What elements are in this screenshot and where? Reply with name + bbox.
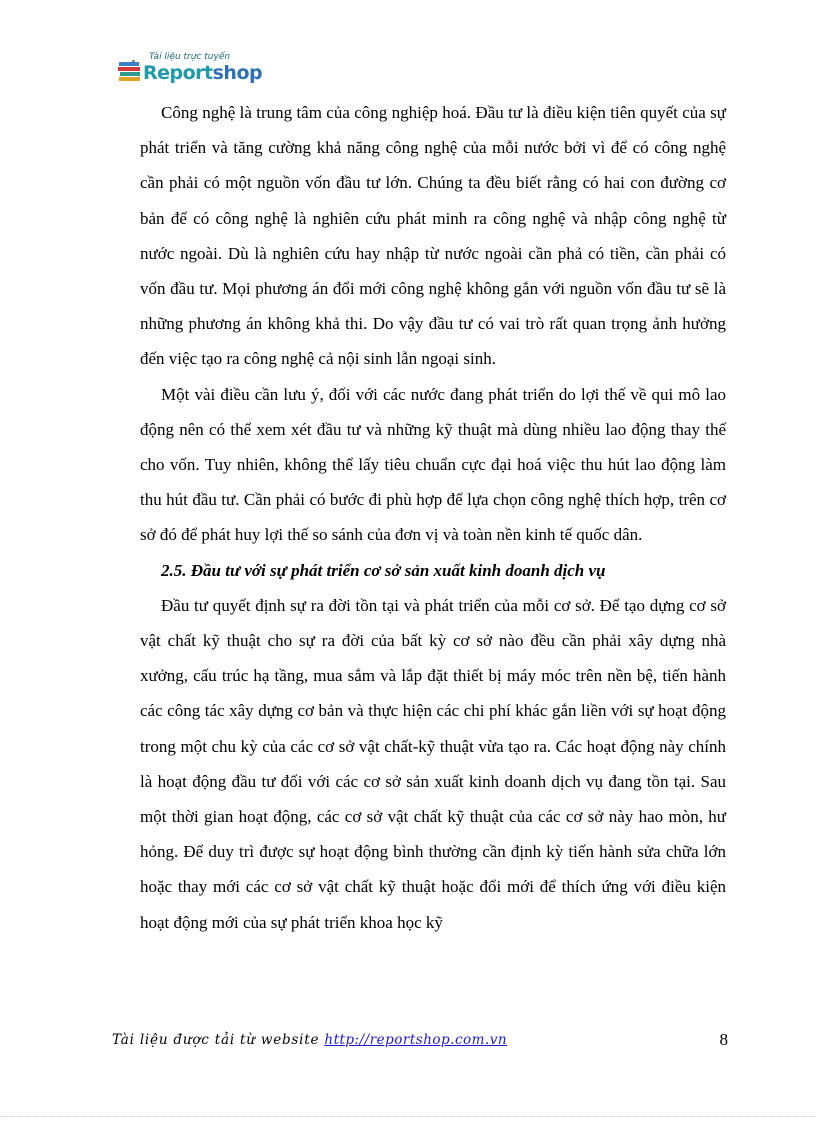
logo-brand-part2: shop bbox=[212, 62, 263, 84]
logo-brand-part1: Report bbox=[143, 62, 213, 84]
logo-brand bbox=[143, 62, 262, 84]
paragraph-labor: Một vài điều cần lưu ý, đối với các nước đang phát triển do lợi thế về qui mô lao động nên có thể xem xét đầu tư và những kỹ thuật mà dùng nhiều lao động thay thế cho vốn. Tuy nhiên, không thể lấy tiêu chuẩn cực đại hoá việc thu hút lao động làm thu hút đầu tư. Cần phải có bước đi phù hợp để lựa chọn công nghệ thích hợp, trên cơ sở đó để phát huy lợi thế so sánh của đơn vị và toàn nền kinh tế quốc dân. bbox=[140, 384, 726, 545]
paragraph-technology: Công nghệ là trung tâm của công nghiệp hoá. Đầu tư là điều kiện tiên quyết của sự phát triển và tăng cường khả năng công nghệ của mỗi nước bởi vì để có công nghệ cần phải có một nguồn vốn đầu tư lớn. Chúng ta đều biết rằng có hai con đường cơ bản để có công nghệ là nghiên cứu phát minh ra công nghệ và nhập công nghệ từ nước ngoài. Dù là nghiên cứu hay nhập từ nước ngoài cần phả có tiền, cần phải có vốn đầu tư. Mọi phương án đổi mới công nghệ không gắn với nguồn vốn đầu tư sẽ là những phương án không khả thi. Do vậy đầu tư có vai trò rất quan trọng ảnh hưởng đến việc tạo ra công nghệ cả nội sinh lẫn ngoại sinh. bbox=[140, 103, 726, 369]
logo-tagline: Tài liệu trực tuyến bbox=[149, 52, 231, 62]
footer-website-link[interactable]: http://reportshop.com.vn bbox=[324, 1032, 508, 1048]
page-number: 8 bbox=[719, 1030, 728, 1049]
paragraph-investment-facilities: Đầu tư quyết định sự ra đời tồn tại và phát triển của mỗi cơ sở. Để tạo dựng cơ sở vật chất kỹ thuật cho sự ra đời của bất kỳ cơ sở nào đều cần phải xây dựng nhà xưởng, cấu trúc hạ tầng, mua sắm và lắp đặt thiết bị máy móc trên nền bệ, tiến hành các công tác xây dựng cơ bản và thực hiện các chi phí khác gắn liền với sự hoạt động trong một chu kỳ của các cơ sở vật chất-kỹ thuật vừa tạo ra. Các hoạt động này chính là hoạt động đầu tư đối với các cơ sở sản xuất kinh doanh dịch vụ đang tồn tại. Sau một thời gian hoạt động, các cơ sở vật chất kỹ thuật của các cơ sở này hao mòn, hư hỏng. Để duy trì được sự hoạt động bình thường cần định kỳ tiến hành sửa chữa lớn hoặc thay mới các cơ sở vật chất kỹ thuật hoặc đổi mới để thích ứng với điều kiện hoạt động mới của sự phát triển khoa học kỹ bbox=[140, 595, 726, 932]
reportshop-logo bbox=[115, 52, 275, 92]
page-bottom-divider bbox=[0, 1116, 816, 1117]
section-heading: 2.5. Đầu tư với sự phát triển cơ sở sản xuất kinh doanh dịch vụ bbox=[161, 560, 606, 580]
footer-note bbox=[112, 1032, 507, 1048]
footer-note-text: Tài liệu được tải từ website bbox=[112, 1032, 325, 1048]
document-body bbox=[140, 95, 726, 940]
page-footer bbox=[112, 1030, 728, 1054]
books-icon bbox=[118, 60, 142, 82]
